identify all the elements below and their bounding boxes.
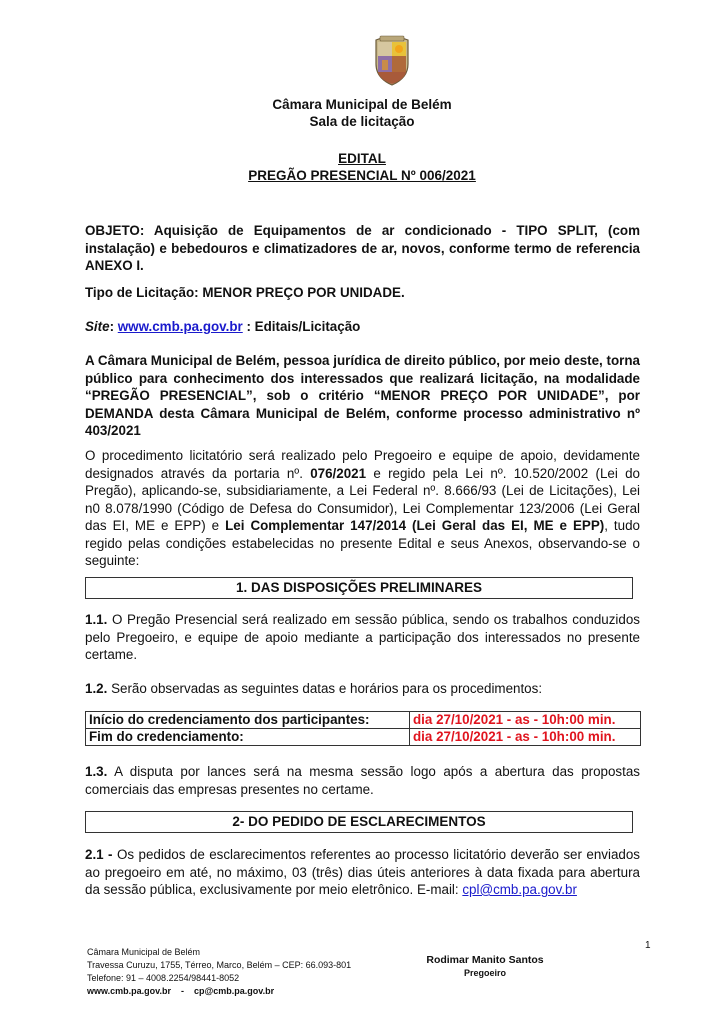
objeto-paragraph xyxy=(85,222,640,275)
lei-complementar: Lei Complementar 147/2014 (Lei Geral das EI, ME e EPP) xyxy=(225,518,605,533)
coat-of-arms-icon xyxy=(372,34,412,86)
procedimento-text-2: e regido pela Lei nº. 10.520/2002 (Lei do Pregão), aplicando-se, subsidiariamente, a Lei Federal nº. 8.666/93 (Lei de Licitações), Lei n0 8.078/1990 (Código de Defesa do Consumidor), Lei Complementar 123/2006 (Lei Geral das EI, ME e EPP) e xyxy=(85,465,640,533)
site-colon: : xyxy=(109,319,118,334)
section-1-header: 1. DAS DISPOSIÇÕES PRELIMINARES xyxy=(85,577,633,599)
tipo-label: Tipo de Licitação: xyxy=(85,285,203,300)
site-link[interactable]: www.cmb.pa.gov.br xyxy=(117,319,243,334)
item-1-2-text: Serão observadas as seguintes datas e horários para os procedimentos: xyxy=(107,681,543,696)
intro-paragraph: A Câmara Municipal de Belém, pessoa jurídica de direito público, por meio deste, torna público para conhecimento dos interessados que realizará licitação, na modalidade “PREGÃO PRESENCIAL”, sob o critério “MENOR PREÇO POR UNIDADE”, por DEMANDA desta Câmara Municipal de Belém, conforme processo administrativo nº 403/2021 xyxy=(85,353,640,438)
procedimento-paragraph xyxy=(85,447,640,570)
org-dept: Sala de licitação xyxy=(309,114,415,129)
item-1-1-number: 1.1. xyxy=(85,612,108,627)
table-row xyxy=(86,712,641,729)
procedimento-text-1: O procedimento licitatório será realizado pelo Pregoeiro e equipe de apoio, devidamente designados através da portaria nº. xyxy=(85,448,640,481)
tipo-licitacao xyxy=(85,284,640,302)
item-1-3-number: 1.3. xyxy=(85,764,108,779)
date-value: dia 27/10/2021 - as - 10h:00 min. xyxy=(410,729,641,746)
item-1-2-number: 1.2. xyxy=(85,681,108,696)
footer-address-line: Travessa Curuzu, 1755, Térreo, Marco, Belém – CEP: 66.093-801 xyxy=(87,960,352,970)
item-1-2 xyxy=(85,680,640,698)
date-value: dia 27/10/2021 - as - 10h:00 min. xyxy=(410,712,641,729)
section-2-header: 2- DO PEDIDO DE ESCLARECIMENTOS xyxy=(85,811,633,833)
procedimento-text-3: , tudo regido pelas condições estabelecidas no presente Edital e seus Anexos, observando-se o seguinte: xyxy=(85,518,640,568)
item-2-1-text: Os pedidos de esclarecimentos referentes ao processo licitatório deverão ser enviados ao pregoeiro em até, no máximo, 03 (três) dias úteis anteriores à data fixada para abertura da sessão pública, exclusivamente por meio eletrônico. E-mail: xyxy=(85,847,641,897)
document-header xyxy=(0,96,724,130)
site-label: Site xyxy=(85,319,110,334)
signer-name: Rodimar Manito Santos xyxy=(426,954,544,966)
org-name: Câmara Municipal de Belém xyxy=(272,97,452,112)
item-1-1 xyxy=(85,611,640,664)
table-row xyxy=(86,729,641,746)
document-title xyxy=(0,150,724,184)
item-1-3-text: A disputa por lances será na mesma sessão logo após a abertura das propostas comerciais das empresas presentes no certame. xyxy=(85,764,640,797)
item-1-3 xyxy=(85,763,640,798)
item-1-1-text: O Pregão Presencial será realizado em sessão pública, sendo os trabalhos conduzidos pelo Pregoeiro, e equipe de apoio mediante a participação dos interessados no presente certame. xyxy=(85,612,640,662)
objeto-text: Aquisição de Equipamentos de ar condicionado - TIPO SPLIT, (com instalação) e bebedouros e climatizadores de ar, novos, conforme termo de referencia ANEXO I. xyxy=(85,223,640,273)
objeto-label: OBJETO: xyxy=(85,223,145,238)
portaria-number: 076/2021 xyxy=(310,465,367,481)
footer-org: Câmara Municipal de Belém xyxy=(87,947,201,957)
footer-phone: Telefone: 91 – 4008.2254/98441-8052 xyxy=(87,973,240,983)
credenciamento-dates-table xyxy=(85,711,641,746)
date-label: Início do credenciamento dos participantes: xyxy=(86,712,410,729)
edital-title: EDITAL xyxy=(338,151,386,166)
footer-signature xyxy=(415,954,555,980)
item-2-1-number: 2.1 - xyxy=(85,847,113,862)
email-link[interactable]: cpl@cmb.pa.gov.br xyxy=(462,882,577,897)
site-line xyxy=(85,318,640,336)
tipo-value: MENOR PREÇO POR UNIDADE. xyxy=(202,285,405,300)
footer-web: www.cmb.pa.gov.br - cp@cmb.pa.gov.br xyxy=(87,986,275,996)
pregao-number: PREGÃO PRESENCIAL Nº 006/2021 xyxy=(248,168,476,183)
site-suffix: : Editais/Licitação xyxy=(242,319,361,334)
date-label: Fim do credenciamento: xyxy=(86,729,410,746)
item-2-1 xyxy=(85,846,640,899)
signer-role: Pregoeiro xyxy=(463,968,506,978)
footer-address xyxy=(87,946,351,998)
page-number: 1 xyxy=(645,940,651,951)
